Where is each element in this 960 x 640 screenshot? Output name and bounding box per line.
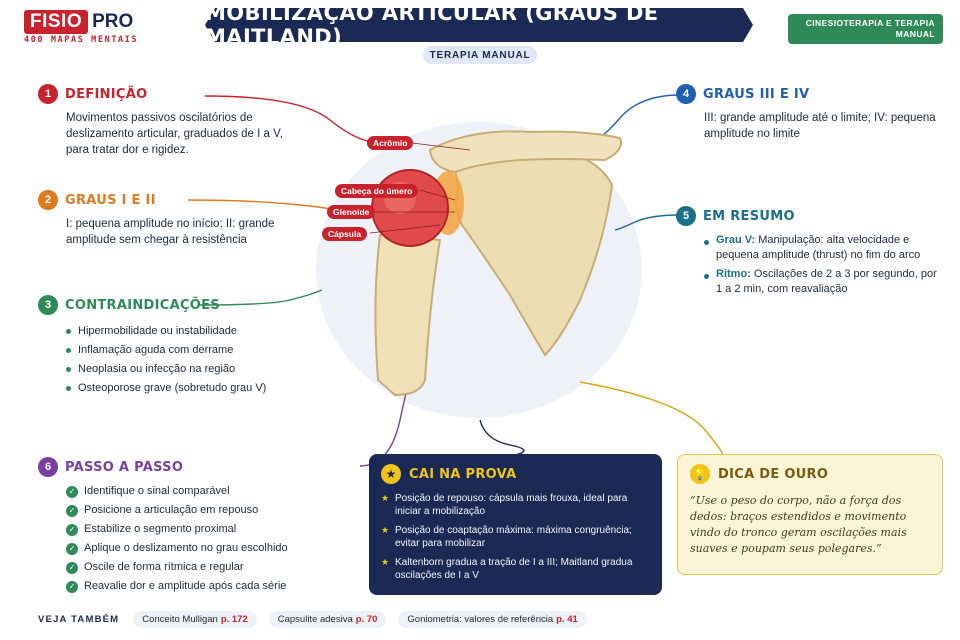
section-number: 6 [38, 457, 58, 477]
section-number: 2 [38, 190, 58, 210]
exam-tip-text: Posição de coaptação máxima: máxima congruência; evitar para mobilizar [395, 525, 632, 549]
ref-page: p. 41 [556, 614, 578, 625]
step-text: Posicione a articulação em repouso [84, 504, 259, 516]
label-glenoid: Glenoide [327, 205, 375, 219]
section-text: I: pequena amplitude no início; II: grande amplitude sem chegar à resistência [66, 218, 275, 246]
scapula-shape [455, 147, 612, 355]
list-item [704, 267, 938, 297]
see-also-label: VEJA TAMBÉM [38, 614, 120, 625]
step-text: Estabilize o segmento proximal [84, 523, 237, 535]
connector-dica [580, 382, 723, 456]
exam-tip-text: Kaltenborn gradua a tração de I a III; Maitland gradua oscilações de I a V [395, 557, 633, 581]
step-text: Oscile de forma rítmica e regular [84, 561, 244, 573]
ref-page: p. 70 [355, 614, 378, 625]
list-item [381, 556, 650, 582]
list-item [66, 539, 358, 558]
list-item [66, 501, 358, 520]
step-text: Reavalie dor e amplitude após cada série [84, 580, 287, 592]
section-title: CONTRAINDICAÇÕES [65, 297, 220, 313]
see-also-link[interactable] [269, 611, 387, 628]
star-icon: ★ [381, 464, 401, 484]
section-grades-1-2 [38, 190, 308, 248]
list-item [66, 520, 358, 539]
section-title: GRAUS I E II [65, 192, 156, 208]
golden-tip-box [677, 454, 943, 575]
brand-name: FISIO [24, 10, 88, 34]
page-title: MOBILIZAÇÃO ARTICULAR (GRAUS DE MAITLAND) [205, 1, 659, 49]
golden-tip-quote: “Use o peso do corpo, não a força dos dedos: braços estendidos e movimento vindo do tronco geram oscilações mais suaves e poupam seus polegares.” [690, 494, 907, 555]
section-number: 5 [676, 206, 696, 226]
section-definition [38, 84, 300, 158]
connector-5 [615, 215, 680, 230]
list-item [66, 558, 358, 577]
connector-prova [480, 420, 524, 455]
golden-tip-title: DICA DE OURO [718, 466, 829, 482]
check-icon: ✓ [66, 562, 78, 574]
ref-title: Goniometria: valores de referência [407, 614, 554, 625]
section-number: 4 [676, 84, 696, 104]
check-icon: ✓ [66, 543, 78, 555]
list-item: Inflamação aguda com derrame [66, 341, 308, 360]
ref-page: p. 172 [220, 614, 248, 625]
list-item [704, 233, 938, 263]
list-item [66, 577, 358, 596]
list-item: Osteoporose grave (sobretudo grau V) [66, 379, 308, 398]
steps-list [38, 482, 358, 596]
section-step-by-step [38, 457, 358, 596]
ref-title: Capsulite adesiva [277, 614, 353, 625]
see-also-link[interactable] [398, 611, 586, 628]
summary-key: Grau V: [716, 234, 756, 246]
contraindications-list [38, 322, 308, 398]
section-title: DEFINIÇÃO [65, 86, 148, 102]
summary-text: Oscilações de 2 a 3 por segundo, por 1 a 2 min, com reavaliação [716, 268, 937, 295]
exam-tip-text: Posição de repouso: cápsula mais frouxa, ideal para iniciar a mobilização [395, 493, 628, 517]
see-also-footer [38, 611, 587, 628]
brand-tagline: 400 MAPAS MENTAIS [24, 35, 139, 45]
check-icon: ✓ [66, 505, 78, 517]
section-title: GRAUS III E IV [703, 86, 810, 102]
label-humeral-head: Cabeça do úmero [335, 184, 418, 198]
exam-tip-title: CAI NA PROVA [409, 466, 517, 482]
section-contraindications [38, 295, 308, 398]
label-capsule: Cápsula [322, 227, 367, 241]
section-text: III: grande amplitude até o limite; IV: pequena amplitude no limite [704, 112, 936, 140]
exam-tip-list [381, 492, 650, 582]
ref-title: Conceito Mulligan [142, 614, 218, 625]
section-title: EM RESUMO [703, 208, 795, 224]
section-number: 3 [38, 295, 58, 315]
star-icon: ★ [381, 525, 390, 535]
lightbulb-icon: 💡 [690, 464, 710, 484]
check-icon: ✓ [66, 581, 78, 593]
list-item [381, 524, 650, 550]
section-text: Movimentos passivos oscilatórios de deslizamento articular, graduados de I a V, para tratar dor e rigidez. [66, 112, 283, 156]
list-item [66, 482, 358, 501]
check-icon: ✓ [66, 486, 78, 498]
section-title: PASSO A PASSO [65, 459, 184, 475]
summary-key: Ritmo: [716, 268, 751, 280]
label-acromion: Acrômio [367, 136, 413, 150]
summary-list [676, 233, 938, 297]
page-subtitle: TERAPIA MANUAL [423, 46, 537, 64]
list-item: Hipermobilidade ou instabilidade [66, 322, 308, 341]
check-icon: ✓ [66, 524, 78, 536]
section-grades-3-4 [676, 84, 938, 142]
exam-tip-box [369, 454, 662, 595]
see-also-link[interactable] [133, 611, 256, 628]
summary-text: Manipulação: alta velocidade e pequena amplitude (thrust) no fim do arco [716, 234, 921, 261]
humerus-shaft [375, 235, 440, 395]
category-badge: CINESIOTERAPIA E TERAPIA MANUAL [788, 14, 943, 44]
star-icon: ★ [381, 493, 390, 503]
section-number: 1 [38, 84, 58, 104]
star-icon: ★ [381, 557, 390, 567]
step-text: Aplique o deslizamento no grau escolhido [84, 542, 288, 554]
step-text: Identifique o sinal comparável [84, 485, 230, 497]
brand-suffix: PRO [92, 11, 134, 32]
list-item [381, 492, 650, 518]
list-item: Neoplasia ou infecção na região [66, 360, 308, 379]
section-summary [676, 206, 938, 301]
